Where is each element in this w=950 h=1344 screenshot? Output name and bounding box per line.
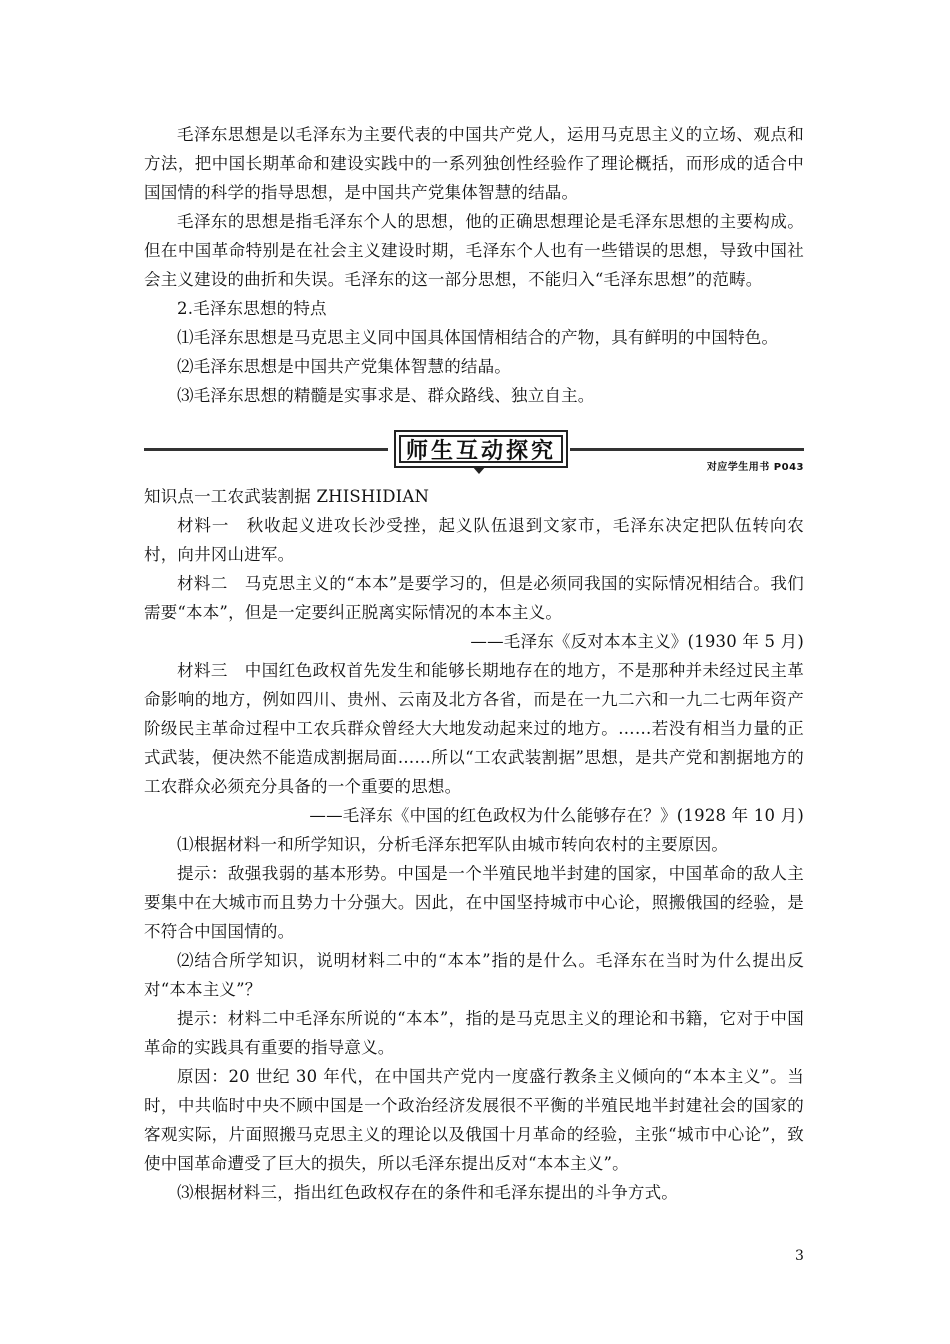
question-2: ⑵结合所学知识，说明材料二中的“本本”指的是什么。毛泽东在当时为什么提出反对“本本主义”？ [144, 951, 804, 999]
page-number: 3 [795, 1248, 804, 1264]
section-banner [144, 428, 804, 472]
answer-2: 提示：材料二中毛泽东所说的“本本”，指的是马克思主义的理论和书籍，它对于中国革命的实践具有重要的指导意义。 [144, 1009, 804, 1057]
material-2: 材料二 马克思主义的“本本”是要学习的，但是必须同我国的实际情况相结合。我们需要“本本”，但是一定要纠正脱离实际情况的本本主义。 [144, 574, 804, 622]
banner-pointer-icon [472, 466, 486, 474]
feature-item-3: ⑶毛泽东思想的精髓是实事求是、群众路线、独立自主。 [177, 386, 595, 405]
question-1: ⑴根据材料一和所学知识，分析毛泽东把军队由城市转向农村的主要原因。 [177, 835, 729, 854]
intro-paragraph-1: 毛泽东思想是以毛泽东为主要代表的中国共产党人，运用马克思主义的立场、观点和方法，把中国长期革命和建设实践中的一系列独创性经验作了理论概括，而形成的适合中国国情的科学的指导思想，是中国共产党集体智慧的结晶。 [144, 125, 804, 202]
material-3: 材料三 中国红色政权首先发生和能够长期地存在的地方，不是那种并未经过民主革命影响的地方，例如四川、贵州、云南及北方各省，而是在一九二六和一九二七两年资产阶级民主革命过程中工农兵群众曾经大大地发动起来过的地方。……若没有相当力量的正式武装，便决然不能造成割据局面……所以“工农武装割据”思想，是共产党和割据地方的工农群众必须充分具备的一个重要的思想。 [144, 661, 804, 796]
feature-item-1: ⑴毛泽东思想是马克思主义同中国具体国情相结合的产物，具有鲜明的中国特色。 [177, 328, 779, 347]
banner-rule-right [570, 448, 804, 451]
material-1: 材料一 秋收起义进攻长沙受挫，起义队伍退到文家市，毛泽东决定把队伍转向农村，向井冈山进军。 [144, 516, 804, 564]
question-3: ⑶根据材料三，指出红色政权存在的条件和毛泽东提出的斗争方式。 [177, 1183, 678, 1202]
page-content [144, 120, 804, 1207]
material-3-source: ——毛泽东《中国的红色政权为什么能够存在？》(1928 年 10 月) [309, 806, 804, 825]
banner-rule-left [144, 448, 388, 451]
banner-reference: 对应学生用书 P043 [706, 462, 804, 473]
features-heading: 2.毛泽东思想的特点 [177, 299, 327, 318]
answer-1: 提示：敌强我弱的基本形势。中国是一个半殖民地半封建的国家，中国革命的敌人主要集中在大城市而且势力十分强大。因此，在中国坚持城市中心论，照搬俄国的经验，是不符合中国国情的。 [144, 864, 804, 941]
knowledge-point-heading: 知识点一工农武装割据 ZHISHIDIAN [144, 487, 430, 506]
intro-paragraph-2: 毛泽东的思想是指毛泽东个人的思想，他的正确思想理论是毛泽东思想的主要构成。但在中国革命特别是在社会主义建设时期，毛泽东个人也有一些错误的思想，导致中国社会主义建设的曲折和失误。毛泽东的这一部分思想，不能归入“毛泽东思想”的范畴。 [144, 212, 804, 289]
answer-2-reason: 原因：20 世纪 30 年代，在中国共产党内一度盛行教条主义倾向的“本本主义”。当时，中共临时中央不顾中国是一个政治经济发展很不平衡的半殖民地半封建社会的国家的客观实际，片面照搬马克思主义的理论以及俄国十月革命的经验，主张“城市中心论”，致使中国革命遭受了巨大的损失，所以毛泽东提出反对“本本主义”。 [144, 1067, 804, 1173]
material-2-source: ——毛泽东《反对本本主义》(1930 年 5 月) [470, 632, 804, 651]
banner-title: 师生互动探究 [394, 430, 568, 468]
feature-item-2: ⑵毛泽东思想是中国共产党集体智慧的结晶。 [177, 357, 511, 376]
